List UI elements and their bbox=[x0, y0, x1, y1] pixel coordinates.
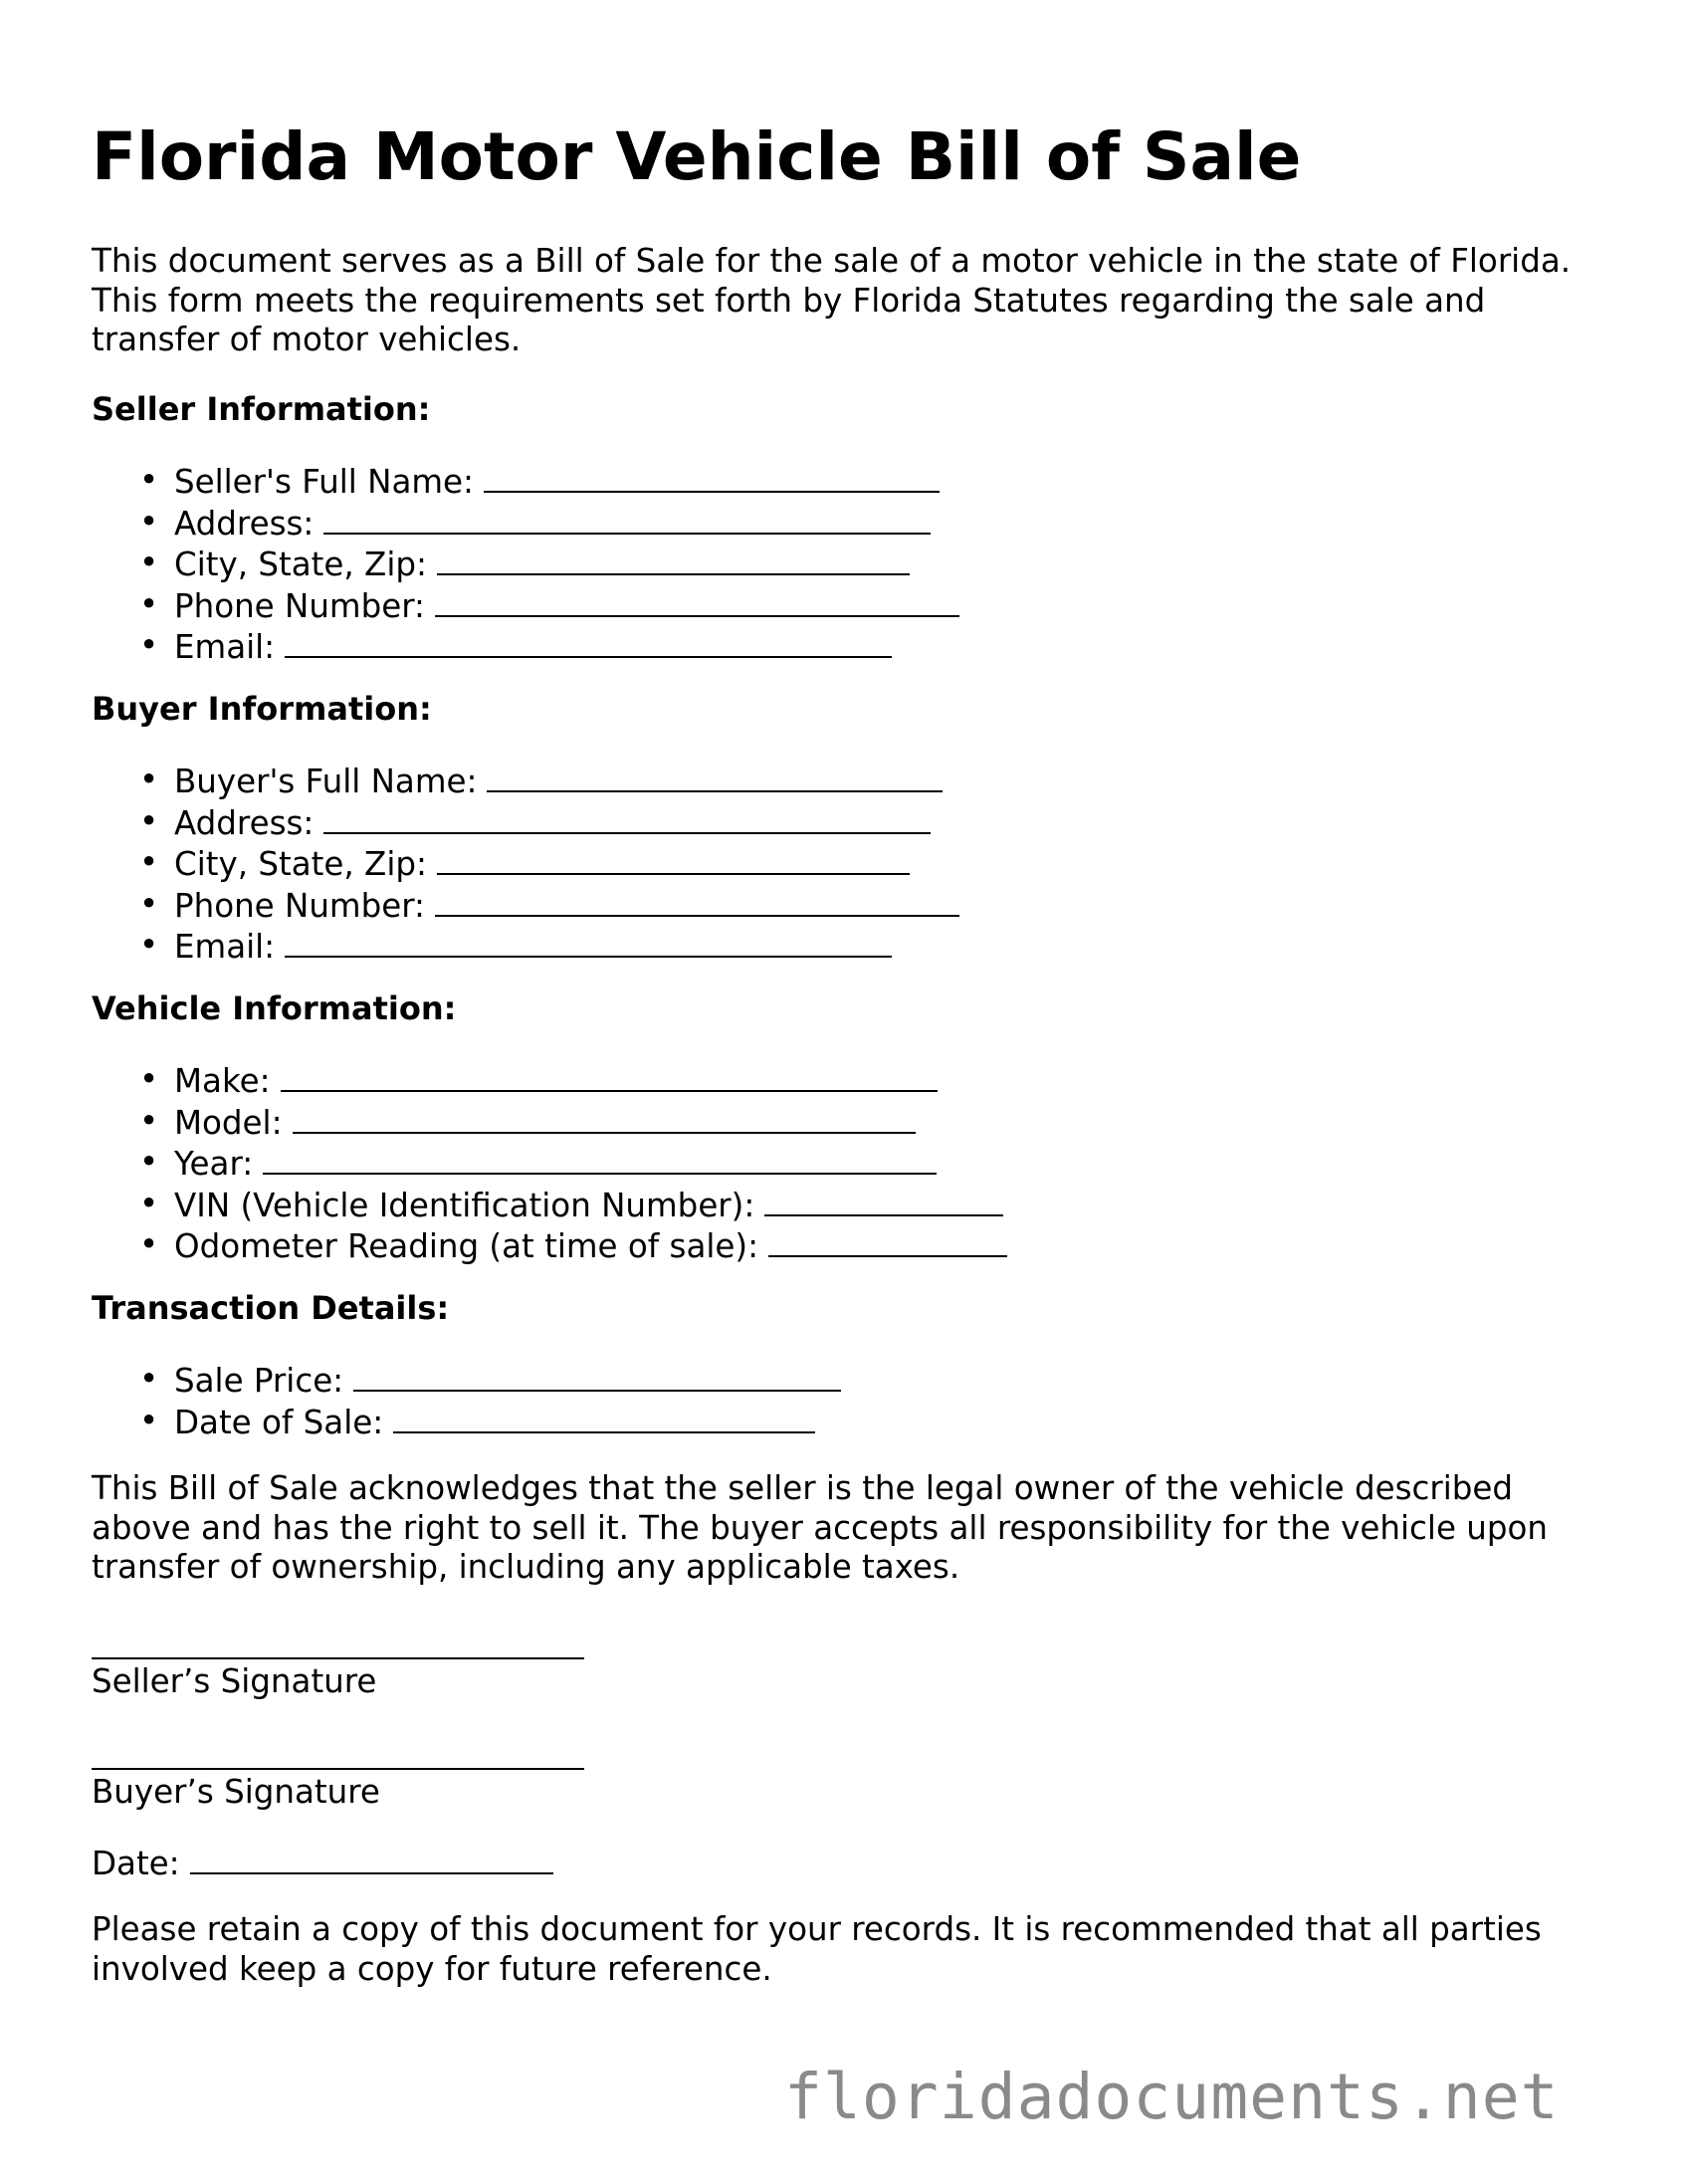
field-label: Buyer's Full Name: bbox=[174, 763, 478, 800]
vehicle-section-heading: Vehicle Information: bbox=[92, 989, 457, 1027]
field-label: City, State, Zip: bbox=[174, 546, 427, 583]
buyer-full-name-field bbox=[92, 761, 959, 802]
bullet-icon: • bbox=[139, 1360, 159, 1398]
seller-address-field bbox=[92, 503, 959, 545]
buyer-section-heading: Buyer Information: bbox=[92, 690, 432, 728]
bullet-icon: • bbox=[139, 1060, 159, 1098]
buyer-email-field bbox=[92, 926, 959, 968]
buyer-address-blank[interactable] bbox=[323, 802, 931, 834]
field-label: Seller's Full Name: bbox=[174, 463, 474, 501]
buyer-address-field bbox=[92, 802, 959, 844]
field-label: Email: bbox=[174, 928, 276, 966]
seller-signature-line[interactable] bbox=[92, 1657, 584, 1659]
vehicle-model-blank[interactable] bbox=[293, 1102, 916, 1134]
signature-date-field bbox=[92, 1843, 553, 1883]
bullet-icon: • bbox=[139, 461, 159, 499]
bullet-icon: • bbox=[139, 626, 159, 664]
field-label: Phone Number: bbox=[174, 586, 425, 625]
bullet-icon: • bbox=[139, 1401, 159, 1439]
buyer-signature-line[interactable] bbox=[92, 1768, 584, 1770]
vehicle-make-blank[interactable] bbox=[281, 1060, 938, 1092]
field-label: Address: bbox=[174, 504, 315, 543]
seller-city-state-zip-blank[interactable] bbox=[437, 544, 910, 575]
field-label: Address: bbox=[174, 803, 315, 842]
seller-full-name-blank[interactable] bbox=[484, 461, 940, 493]
buyer-city-state-zip-blank[interactable] bbox=[437, 843, 910, 875]
vehicle-vin-field bbox=[92, 1185, 1007, 1226]
buyer-full-name-blank[interactable] bbox=[487, 761, 943, 792]
field-label: Model: bbox=[174, 1103, 283, 1142]
sale-price-field bbox=[92, 1360, 841, 1402]
signature-date-blank[interactable] bbox=[190, 1843, 553, 1874]
bullet-icon: • bbox=[139, 1225, 159, 1263]
bullet-icon: • bbox=[139, 1143, 159, 1181]
vehicle-vin-blank[interactable] bbox=[764, 1185, 1003, 1216]
transaction-section-heading: Transaction Details: bbox=[92, 1289, 450, 1327]
vehicle-odometer-field bbox=[92, 1225, 1007, 1267]
field-label: Date of Sale: bbox=[174, 1403, 384, 1441]
watermark-text: floridadocuments.net bbox=[784, 2061, 1560, 2133]
field-label: Phone Number: bbox=[174, 886, 425, 925]
bullet-icon: • bbox=[139, 1101, 159, 1140]
bullet-icon: • bbox=[139, 761, 159, 798]
seller-phone-blank[interactable] bbox=[435, 585, 959, 617]
field-label: VIN (Vehicle Identification Number): bbox=[174, 1186, 755, 1224]
buyer-phone-field bbox=[92, 885, 959, 927]
bullet-icon: • bbox=[139, 884, 159, 923]
intro-paragraph: This document serves as a Bill of Sale for the sale of a motor vehicle in the state of Florida. This form meets the requirements set forth by Florida Statutes regarding the sale and transfer of motor vehicles. bbox=[92, 242, 1572, 358]
seller-signature-block bbox=[92, 1657, 584, 1701]
vehicle-year-blank[interactable] bbox=[263, 1143, 937, 1175]
seller-email-field bbox=[92, 626, 959, 668]
vehicle-fields-list bbox=[92, 1060, 1007, 1267]
document-title: Florida Motor Vehicle Bill of Sale bbox=[92, 118, 1302, 195]
buyer-email-blank[interactable] bbox=[285, 926, 892, 958]
field-label: City, State, Zip: bbox=[174, 845, 427, 883]
seller-address-blank[interactable] bbox=[323, 503, 931, 535]
buyer-signature-block bbox=[92, 1768, 584, 1812]
acknowledgement-paragraph: This Bill of Sale acknowledges that the seller is the legal owner of the vehicle described above and has the right to sell it. The buyer accepts all responsibility for the vehicle upon transfer of ownership, including any applicable taxes. bbox=[92, 1469, 1548, 1586]
transaction-fields-list bbox=[92, 1360, 841, 1442]
seller-section-heading: Seller Information: bbox=[92, 390, 431, 428]
buyer-phone-blank[interactable] bbox=[435, 885, 959, 917]
bullet-icon: • bbox=[139, 843, 159, 881]
buyer-signature-label: Buyer’s Signature bbox=[92, 1773, 380, 1811]
seller-full-name-field bbox=[92, 461, 959, 503]
field-label: Email: bbox=[174, 628, 276, 666]
bullet-icon: • bbox=[139, 1184, 159, 1222]
buyer-fields-list bbox=[92, 761, 959, 968]
vehicle-year-field bbox=[92, 1143, 1007, 1185]
vehicle-make-field bbox=[92, 1060, 1007, 1102]
bullet-icon: • bbox=[139, 544, 159, 581]
seller-fields-list bbox=[92, 461, 959, 668]
vehicle-model-field bbox=[92, 1102, 1007, 1144]
closing-paragraph: Please retain a copy of this document for your records. It is recommended that all parties involved keep a copy for future reference. bbox=[92, 1910, 1542, 1988]
field-label: Year: bbox=[174, 1145, 254, 1183]
buyer-city-state-zip-field bbox=[92, 843, 959, 885]
bullet-icon: • bbox=[139, 502, 159, 541]
field-label: Make: bbox=[174, 1062, 271, 1100]
field-label: Sale Price: bbox=[174, 1362, 344, 1400]
sale-price-blank[interactable] bbox=[353, 1360, 841, 1392]
seller-phone-field bbox=[92, 585, 959, 627]
date-of-sale-blank[interactable] bbox=[393, 1402, 815, 1433]
seller-city-state-zip-field bbox=[92, 544, 959, 585]
date-of-sale-field bbox=[92, 1402, 841, 1443]
date-label: Date: bbox=[92, 1845, 180, 1882]
bullet-icon: • bbox=[139, 584, 159, 623]
vehicle-odometer-blank[interactable] bbox=[768, 1225, 1007, 1257]
bullet-icon: • bbox=[139, 926, 159, 964]
seller-signature-label: Seller’s Signature bbox=[92, 1662, 377, 1700]
seller-email-blank[interactable] bbox=[285, 626, 892, 658]
field-label: Odometer Reading (at time of sale): bbox=[174, 1227, 759, 1265]
bullet-icon: • bbox=[139, 801, 159, 840]
